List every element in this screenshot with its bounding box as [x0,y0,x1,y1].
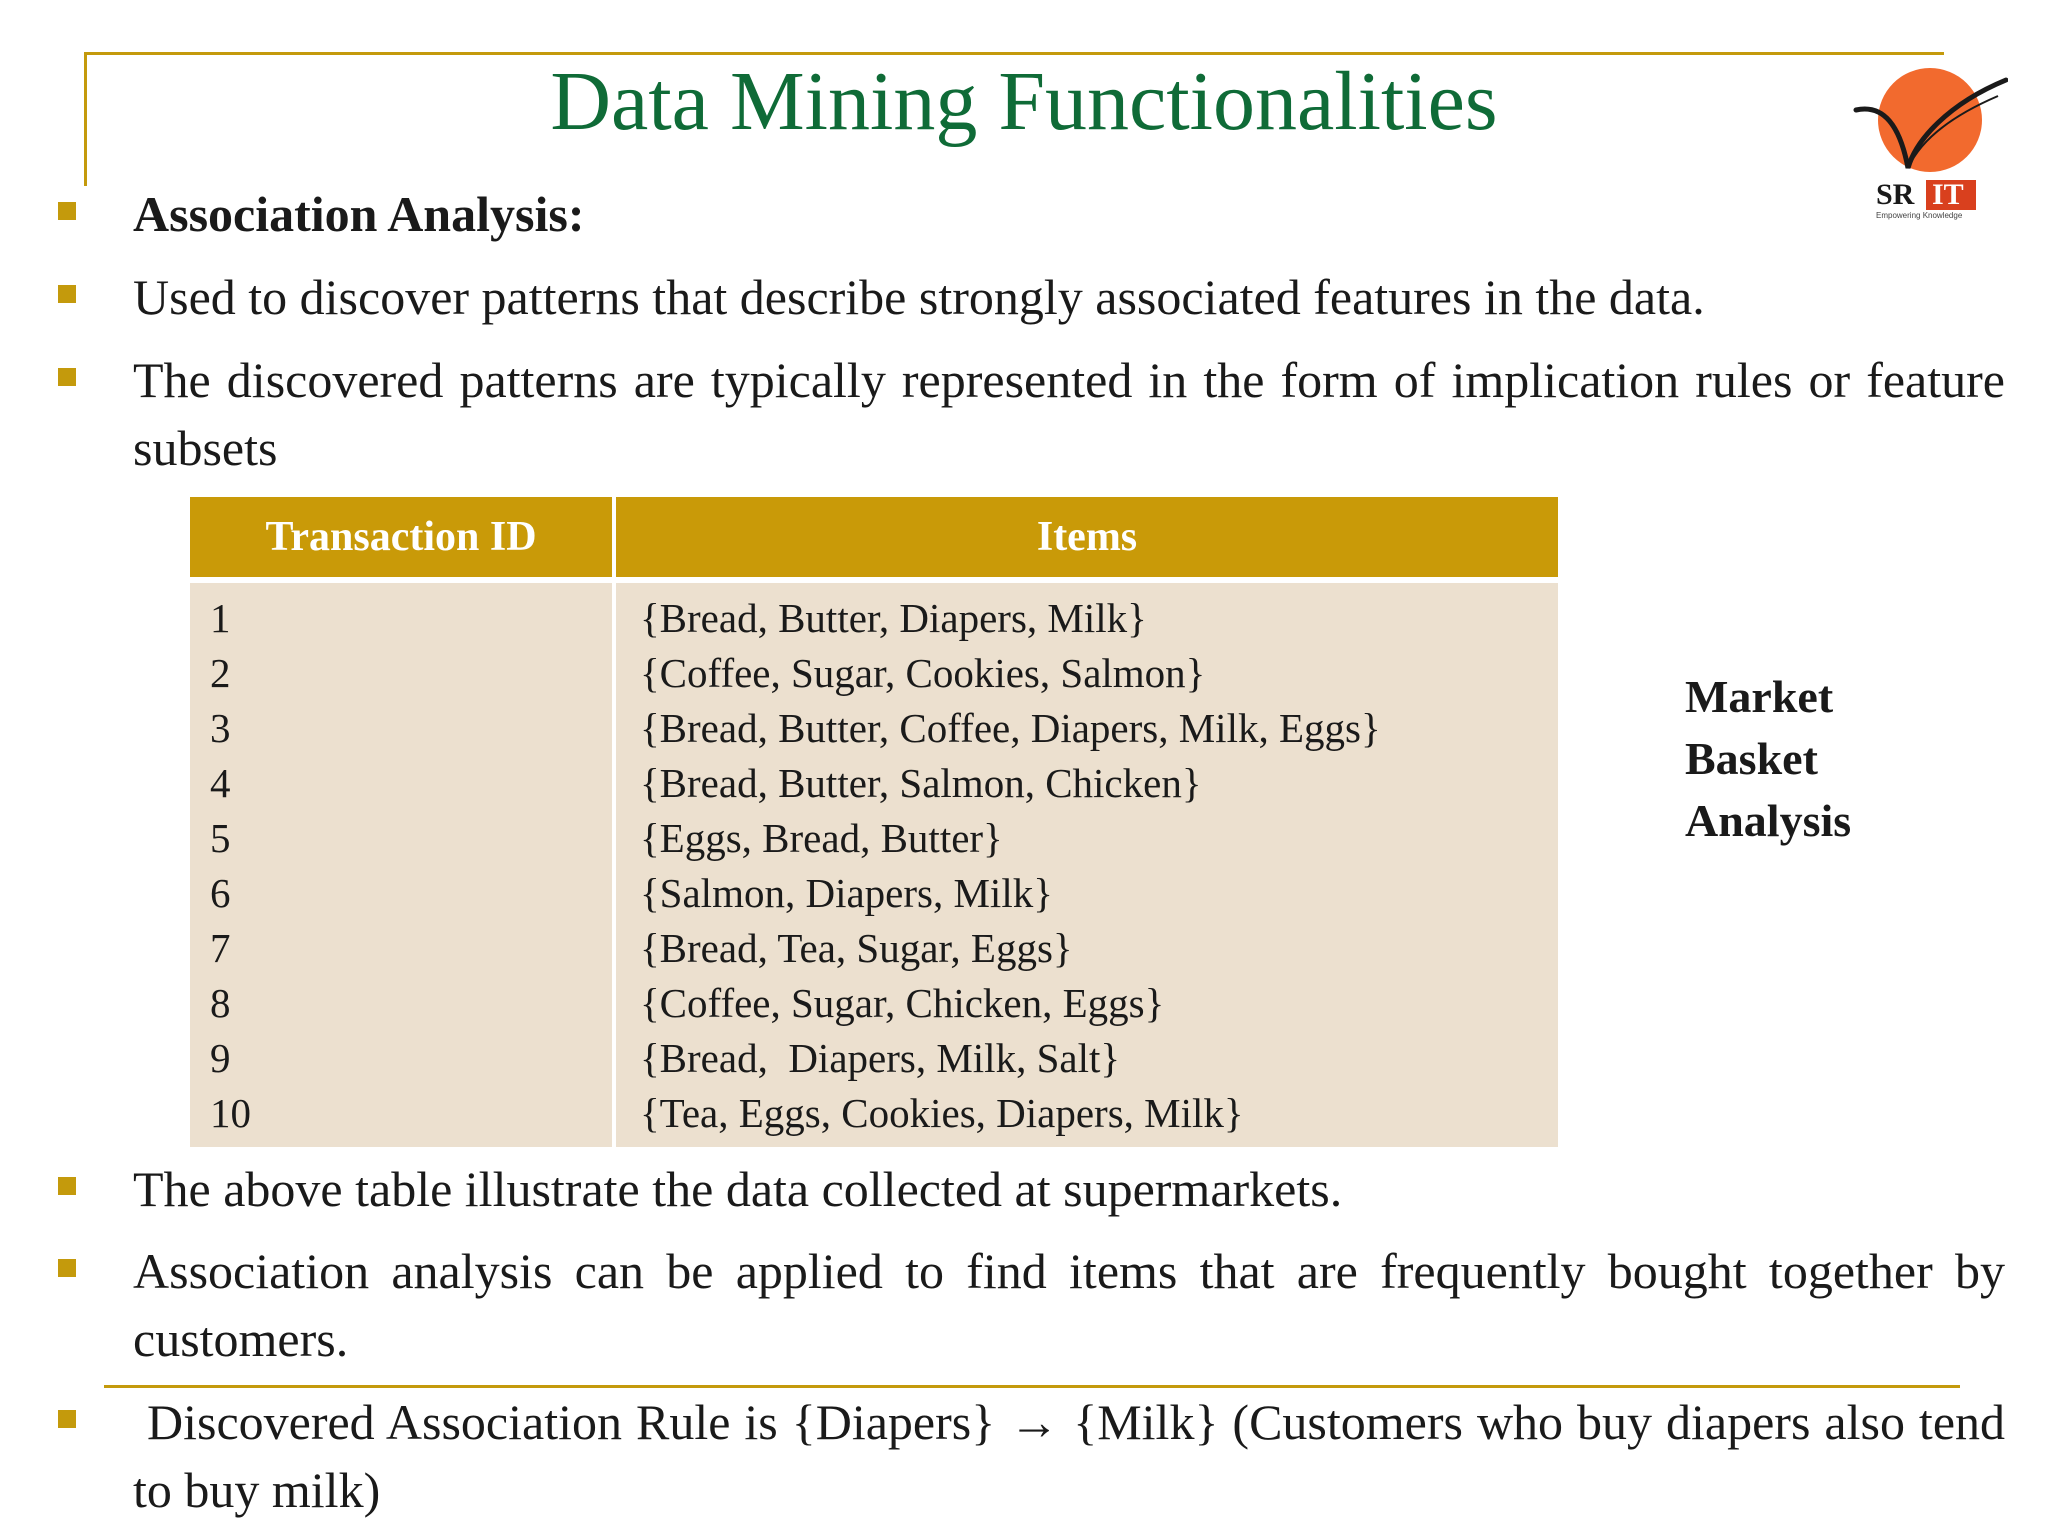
table-row [190,756,1558,811]
bullet-square-icon [58,1259,76,1277]
transaction-table [190,497,1558,1147]
cell-items: {Bread, Butter, Salmon, Chicken} [640,760,1202,806]
cell-items: {Coffee, Sugar, Chicken, Eggs} [640,980,1165,1026]
bullet-text: Used to discover patterns that describe strongly associated features in the data. [133,269,1705,325]
table-row [190,701,1558,756]
bullet-text: The above table illustrate the data collected at supermarkets. [133,1161,1343,1217]
cell-transaction-id: 3 [210,705,231,751]
cell-transaction-id: 8 [210,980,231,1026]
market-basket-analysis-label [1685,666,1945,852]
table-row [190,921,1558,976]
table-row [190,591,1558,646]
bullet-square-icon [58,202,76,220]
cell-items: {Bread, Tea, Sugar, Eggs} [640,925,1073,971]
bullet-association-analysis [58,180,2018,248]
bullet-table-illustrates [58,1155,2018,1223]
side-label-line: Analysis [1685,795,1852,846]
table-row [190,866,1558,921]
logo-text-sr: SR [1876,178,1915,211]
cell-transaction-id: 7 [210,925,231,971]
header-transaction-id: Transaction ID [190,497,612,577]
cell-transaction-id: 10 [210,1090,251,1136]
cell-transaction-id: 5 [210,815,231,861]
side-label-line: Market [1685,671,1834,722]
bullet-discovered-rule [58,1388,2018,1524]
logo-tagline: Empowering Knowledge [1876,211,1963,220]
bullet-square-icon [58,285,76,303]
cell-items: {Bread, Butter, Coffee, Diapers, Milk, Eggs} [640,705,1381,751]
bullet-used-to-discover [58,263,2018,331]
cell-transaction-id: 4 [210,760,231,806]
bullet-discovered-patterns [58,346,2018,482]
side-label-line: Basket [1685,733,1818,784]
bullet-square-icon [58,1410,76,1428]
bullet-square-icon [58,368,76,386]
cell-transaction-id: 2 [210,650,231,696]
cell-transaction-id: 9 [210,1035,231,1081]
cell-items: {Eggs, Bread, Butter} [640,815,1003,861]
cell-items: {Salmon, Diapers, Milk} [640,870,1053,916]
table-row [190,1086,1558,1141]
table-row [190,976,1558,1031]
bullet-text: Association analysis can be applied to find items that are frequently bought together by customers. [133,1243,2005,1367]
table-row [190,646,1558,701]
cell-items: {Bread, Butter, Diapers, Milk} [640,595,1147,641]
cell-items: {Coffee, Sugar, Cookies, Salmon} [640,650,1206,696]
header-items: Items [616,497,1558,577]
bullet-association-applied [58,1237,2018,1373]
cell-transaction-id: 1 [210,595,231,641]
cell-items: {Tea, Eggs, Cookies, Diapers, Milk} [640,1090,1244,1136]
bullet-text: Association Analysis: [133,186,585,242]
bullet-text: The discovered patterns are typically represented in the form of implication rules or feature subsets [133,352,2005,476]
bullet-text: Discovered Association Rule is {Diapers} → {Milk} (Customers who buy diapers also tend to buy milk) [133,1394,2018,1518]
slide-title: Data Mining Functionalities [550,55,1498,148]
table-row [190,1031,1558,1086]
logo-text-it: IT [1932,178,1964,211]
bullet-square-icon [58,1177,76,1195]
table-header-row [190,497,1558,577]
cell-transaction-id: 6 [210,870,231,916]
cell-items: {Bread, Diapers, Milk, Salt} [640,1035,1121,1081]
table-row [190,811,1558,866]
